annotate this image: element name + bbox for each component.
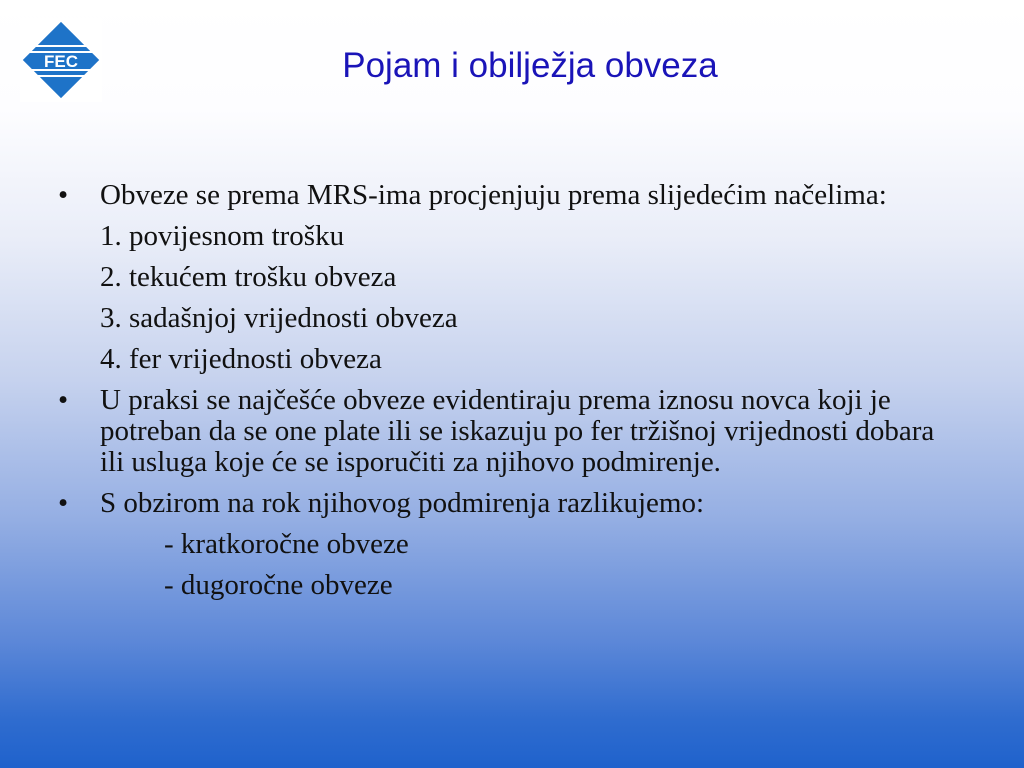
list-item: - dugoročne obveze (164, 569, 393, 601)
list-item: 2. tekućem trošku obveza (100, 261, 397, 293)
bullet-dot-icon: • (58, 384, 69, 416)
list-item: 4. fer vrijednosti obveza (100, 343, 382, 375)
list-item: - kratkoročne obveze (164, 528, 409, 560)
bullet-item (58, 385, 958, 478)
bullet-dot-icon: • (58, 487, 69, 519)
bullet-text: U praksi se najčešće obveze evidentiraju prema iznosu novca koji je potreban da se one plate ili se iskazuju po fer tržišnoj vrijednosti dobara ili usluga koje će se isporučiti za njihovo podmirenje. (100, 384, 935, 478)
list-item: 3. sadašnjoj vrijednosti obveza (100, 302, 458, 334)
fec-logo-icon (20, 18, 102, 102)
list-item: 1. povijesnom trošku (100, 220, 345, 252)
bullet-item (58, 180, 958, 211)
slide-content (58, 180, 958, 601)
bullet-text: S obzirom na rok njihovog podmirenja razlikujemo: (100, 487, 705, 519)
bullet-dot-icon: • (58, 179, 69, 211)
slide-title: Pojam i obilježja obveza (342, 46, 718, 85)
bullet-text: Obveze se prema MRS-ima procjenjuju prema slijedećim načelima: (100, 179, 887, 211)
svg-text:FEC: FEC (44, 52, 78, 71)
fec-logo (20, 18, 102, 102)
bullet-item (58, 488, 958, 519)
